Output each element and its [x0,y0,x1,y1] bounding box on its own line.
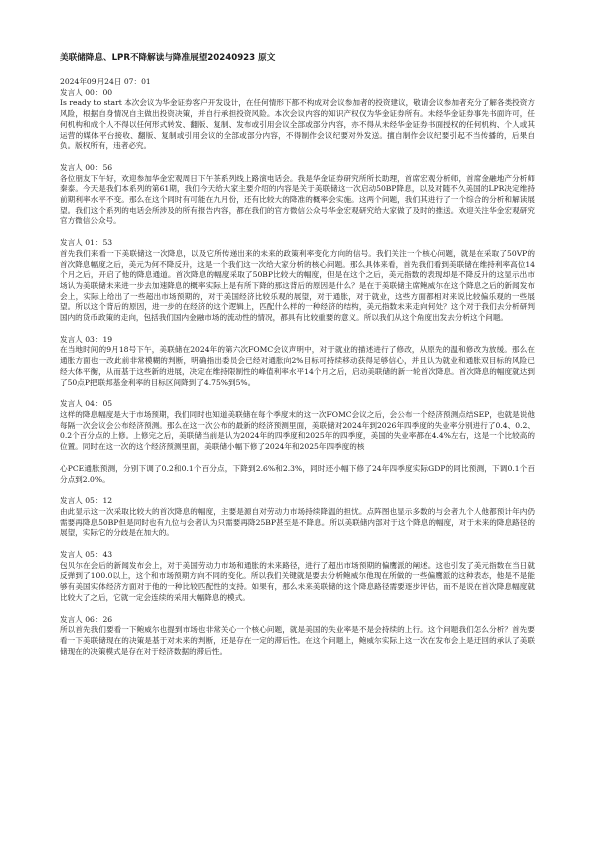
transcript-section [60,335,535,389]
transcript-paragraph: 在当地时间的9月18号下午，美联储在2024年的第六次FOMC会议声明中，对于就业的描述进行了修改，从原先的温和修改为放缓。那么在通胀方面也一改此前非常模糊的判断，明确指出委员会已经对通胀向2%目标可持续移动获得足够信心，并且认为就业和通胀双目标的风险已经大体平衡，从而基于这些新的进展，决定在维持限制性的峰值利率水平14个月之后，启动美联储的新一轮首次降息。首次降息的幅度就达到了50点P把联邦基金利率的目标区间降到了4.75%到5%。 [60,345,535,387]
document-date: 2024年09月24日 07：01 [60,77,151,86]
speaker-label: 发言人 05：43 [60,550,113,560]
document-meta [60,77,535,98]
transcript-paragraph-continuation: 心PCE通胀预测，分别下调了0.2和0.1个百分点，下降到2.6%和2.3%，同时还小幅下修了24年四季度实际GDP的同比预测，下调0.1个百分点到2.0%。 [60,463,535,484]
speaker-label: 发言人 00：00 [60,87,113,97]
transcript-paragraph: 包贝尔在会后的新闻发布会上，对于美国劳动力市场和通胀的未来路径，进行了超出市场预期的偏鹰派的阐述。这也引发了美元指数在当日就反弹到了100.0以上，这个和市场预期方向不同的变化。所以我们关键就是要去分析鲍威尔他现在所做的一些偏鹰派的这种表态，他是不是能够有美国实体经济方面对于他的一种比较匹配性的支持。如果有，那么未来美联储的这个降息路径需要逐步评估，而不是说在首次降息幅度就比较大了之后，它就一定会连续的采用大幅降息的模式。 [60,560,535,602]
speaker-label: 发言人 04：05 [60,399,113,409]
speaker-label: 发言人 03：19 [60,334,113,344]
transcript-paragraph: 这样的降息幅度是大于市场预期，我们同时也知道美联储在每个季度末的这一次FOMC会议之后，会公布一个经济预测点结SEP，也就是说他每隔一次会议会公布经济预测。那么在这一次公布的最新的经济预测里面，美联储对2024年到2026年四季度的失业率分别进行了0.4、0.2、0.2个百分点的上修。上修完之后，美联储当前是认为2024年的四季度和2025年的四季度，美国的失业率都在4.4%左右，这是一个比较高的位置。同时在这一次的这个经济预测里面，美联储小幅下修了2024年和2025年四季度的核 [60,409,535,452]
transcript-paragraph: 首先我们来看一下美联储这一次降息，以及它所传递出来的未来的政策利率变化方向的信号。我们关注一个核心问题，就是在采取了50VP的首次降息幅度之后，美元为何不降反升，这是一个我们这一次给大家分析的核心问题。那么具体来看，首先我们看到美联储在维持利率高位14个月之后，开启了他的降息通道。首次降息的幅度采取了50BP比较大的幅度，但是在这个之后，美元指数的表现却是不降反升的这显示出市场认为美联储未来进一步去加速降息的概率实际上是有所下降的那这背后的原因是什么？是在于美联储主席鲍威尔在这个降息之后的新闻发布会上，实际上给出了一些超出市场预期的，对于美国经济比较乐观的展望，对于通胀，对于就业，这些方面都相对来说比较偏乐观的一些展望。所以这个背后的原因，进一步的在经济的这个逻辑上，匹配什么样的一种经济的结构，美元指数未来走向何处？这个对于我们去分析研判国内的货币政策的走向，包括我们国内金融市场的流动性的情况，都具有比较重要的意义。所以我们从这个角度出发去分析这个问题。 [60,248,535,323]
transcript-section [60,238,535,324]
speaker-label: 发言人 00：56 [60,162,113,172]
speaker-label: 发言人 06：26 [60,614,113,624]
transcript-section [60,163,535,227]
transcript-paragraph: Is ready to start 本次会议为华金证券客户开发设计，在任何情形下都不构成对会议参加者的投资建议，敬请会议参加者充分了解各类投资方风险，根据自身情况自主做出投资决策，并自行承担投资风险。本次会议内容的知识产权仅为华金证券所有。未经华金证券事先书面许可，任何机构和成个人不得以任何形式转发、翻版、复制、发布或引用会议全部或部分内容，亦不得从未经华金证券书面授权的任何机构、个人或其运营的媒体平台接收、翻版、复制或引用会议的全部或部分内容，不得制作会议纪要对外发送。擅自制作会议纪要引起不当传播的，后果自负。版权所有，违者必究。 [60,98,535,151]
transcript-section [60,615,535,658]
speaker-label: 发言人 01：53 [60,238,113,248]
transcript-section [60,550,535,604]
transcript-section [60,496,535,539]
transcript-paragraph: 由此显示这一次采取比较大的首次降息的幅度，主要是源自对劳动力市场持续降温的担忧。点阵图也显示多数的与会者九个人他都预计年内仍需要再降息50BP但是同时也有九位与会者认为只需要再降25BP甚至是不降息。所以美联储内部对于这个降息的幅度，对于未来的降息路径的展望，实际它的分歧是在加大的。 [60,506,535,538]
transcript-paragraph: 各位朋友下午好，欢迎参加华金宏观周日下午茶系列线上路演电话会。我是华金证券研究所所长助理，首席宏观分析师，首席金融地产分析师秦泰。今天是我们本系列的第61期，我们今天给大家主要介绍的内容是关于美联储这一次启动50BP降息，以及对随不久美国的LPR决定维持前期利率水平不变。那么在这个同时有可能在九月份，还有比较大的降准的概率会实施。这两个问题，我们其进行了一个综合的分析和解读展望。我们这个系列的电话会所涉及的所有报告内容，都在我们的官方微信公众号华金宏观研究给大家做了及时的推送。欢迎关注华金宏观研究官方微信公众号。 [60,173,535,226]
speaker-label: 发言人 05：12 [60,496,113,506]
transcript-paragraph: 所以首先我们要看一下鲍威尔也提到市场也非常关心一个核心问题，就是美国的失业率是不是会持续的上行。这个问题我们怎么分析？首先要看一下美联储现在的决策是基于对未来的判断，还是存在一定的滞后性。在这个问题上，鲍威尔实际上这一次在发布会上是迂回的承认了美联储现在的决策模式是存在对于经济数据的滞后性。 [60,625,535,656]
document-title: 美联储降息、LPR不降解读与降准展望20240923 原文 [60,53,276,63]
transcript-section [60,399,535,453]
